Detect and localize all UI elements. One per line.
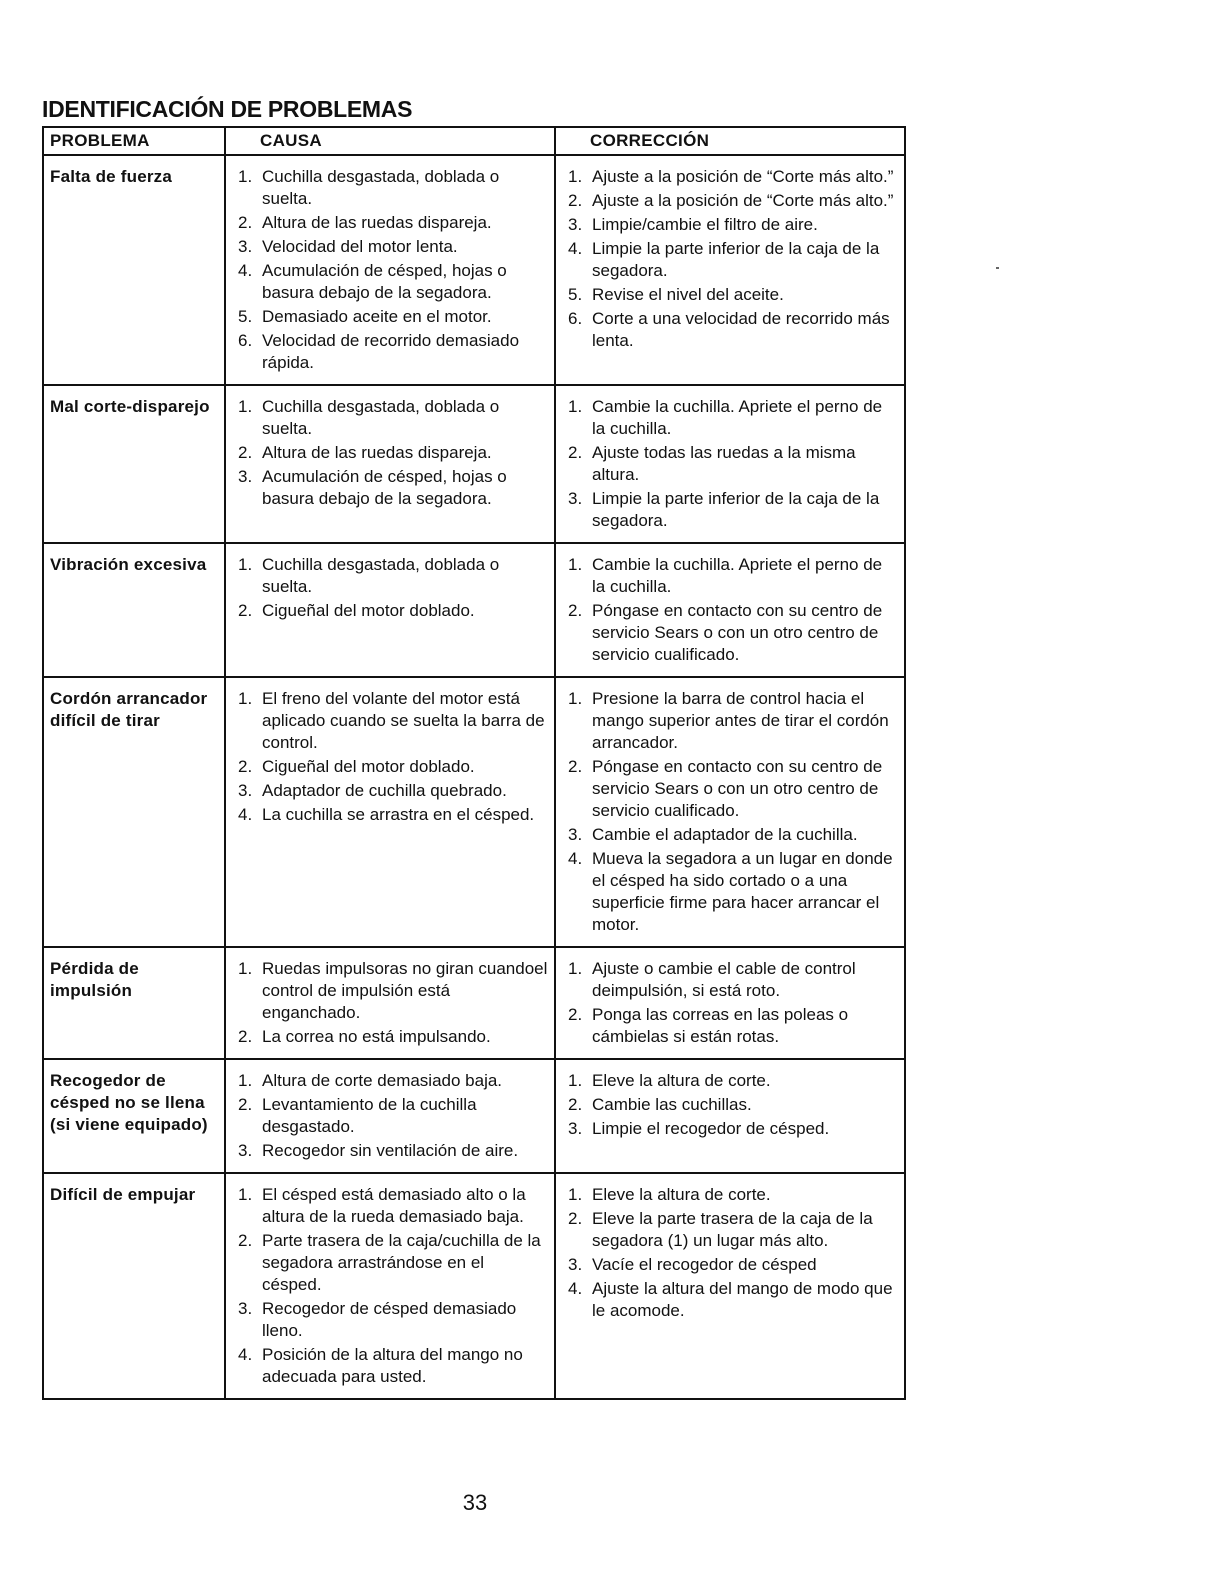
correction-item [562, 1118, 898, 1140]
cause-item-number: 3. [238, 1141, 253, 1160]
cause-item-number: 3. [238, 467, 253, 486]
correction-item [562, 1070, 898, 1092]
cause-item [232, 1184, 548, 1228]
correction-item-text: Ajuste a la posición de “Corte más alto.” [592, 167, 894, 186]
correction-item [562, 554, 898, 598]
cause-item-number: 2. [238, 1027, 253, 1046]
cause-item [232, 554, 548, 598]
correction-item-number: 6. [568, 309, 583, 328]
cause-item-text: Cuchilla desgastada, doblada o suelta. [262, 167, 500, 208]
correction-item [562, 958, 898, 1002]
cause-item-text: El freno del volante del motor está aplicado cuando se suelta la barra de control. [262, 689, 545, 752]
cause-item-text: Cigueñal del motor doblado. [262, 757, 475, 776]
table-row [43, 947, 905, 1059]
table-row [43, 155, 905, 385]
cause-item [232, 688, 548, 754]
cause-item-text: Recogedor sin ventilación de aire. [262, 1141, 519, 1160]
cause-item-number: 4. [238, 805, 253, 824]
cause-item [232, 780, 548, 802]
cause-item [232, 1298, 548, 1342]
problem-cell: Falta de fuerza [43, 155, 225, 385]
cause-list [232, 688, 548, 826]
correction-item [562, 848, 898, 936]
correction-cell [555, 1059, 905, 1173]
correction-item-number: 1. [568, 689, 583, 708]
cause-item [232, 1344, 548, 1388]
table-row [43, 385, 905, 543]
table-row [43, 543, 905, 677]
cause-item-text: Ruedas impulsoras no giran cuandoel control de impulsión está enganchado. [262, 959, 548, 1022]
correction-item-number: 2. [568, 1005, 583, 1024]
cause-item-text: Recogedor de césped demasiado lleno. [262, 1299, 517, 1340]
cause-item [232, 212, 548, 234]
correction-item-number: 1. [568, 1185, 583, 1204]
cause-item-text: Adaptador de cuchilla quebrado. [262, 781, 507, 800]
cause-list [232, 554, 548, 622]
correction-item [562, 688, 898, 754]
correction-list [562, 688, 898, 936]
cause-item-text: El césped está demasiado alto o la altura de la rueda demasiado baja. [262, 1185, 526, 1226]
table-row [43, 1173, 905, 1399]
correction-item-number: 2. [568, 1095, 583, 1114]
correction-list [562, 166, 898, 352]
correction-item [562, 1004, 898, 1048]
troubleshooting-table [42, 126, 906, 1400]
cause-item-text: Velocidad de recorrido demasiado rápida. [262, 331, 520, 372]
correction-item-text: Presione la barra de control hacia el mango superior antes de tirar el cordón arrancador. [592, 689, 889, 752]
cause-item [232, 442, 548, 464]
correction-item-text: Cambie las cuchillas. [592, 1095, 752, 1114]
cause-item [232, 1230, 548, 1296]
cause-item-text: Acumulación de césped, hojas o basura debajo de la segadora. [262, 467, 507, 508]
cause-item-number: 3. [238, 781, 253, 800]
cause-item [232, 466, 548, 510]
correction-item-number: 1. [568, 555, 583, 574]
cause-item [232, 236, 548, 258]
correction-cell [555, 155, 905, 385]
correction-item-text: Eleve la altura de corte. [592, 1071, 771, 1090]
correction-item-text: Vacíe el recogedor de césped [592, 1255, 817, 1274]
correction-item [562, 284, 898, 306]
cause-item [232, 1094, 548, 1138]
table-row [43, 677, 905, 947]
correction-cell [555, 1173, 905, 1399]
cause-item [232, 396, 548, 440]
correction-item-text: Corte a una velocidad de recorrido más lenta. [592, 309, 890, 350]
cause-list [232, 166, 548, 374]
correction-item-number: 2. [568, 1209, 583, 1228]
correction-item-text: Ajuste la altura del mango de modo que le acomode. [592, 1279, 893, 1320]
correction-item-text: Limpie la parte inferior de la caja de la segadora. [592, 239, 880, 280]
cause-item [232, 1026, 548, 1048]
correction-list [562, 554, 898, 666]
cause-item [232, 260, 548, 304]
correction-item [562, 396, 898, 440]
header-cause: CAUSA [225, 127, 555, 155]
correction-item-text: Ajuste todas las ruedas a la misma altura. [592, 443, 856, 484]
cause-item-number: 2. [238, 1231, 253, 1250]
correction-item-number: 3. [568, 825, 583, 844]
correction-item-number: 1. [568, 397, 583, 416]
cause-cell [225, 155, 555, 385]
correction-item-text: Ponga las correas en las poleas o cámbielas si están rotas. [592, 1005, 849, 1046]
cause-item-number: 4. [238, 1345, 253, 1364]
cause-item-number: 2. [238, 601, 253, 620]
cause-item-text: Cuchilla desgastada, doblada o suelta. [262, 397, 500, 438]
cause-list [232, 396, 548, 510]
cause-item-number: 1. [238, 1071, 253, 1090]
correction-list [562, 1184, 898, 1322]
table-body [43, 155, 905, 1399]
correction-item-number: 4. [568, 1279, 583, 1298]
correction-item-text: Póngase en contacto con su centro de servicio Sears o con un otro centro de servicio cualificado. [592, 757, 883, 820]
scan-speck [996, 267, 999, 269]
header-problem: PROBLEMA [43, 127, 225, 155]
correction-item-text: Cambie la cuchilla. Apriete el perno de la cuchilla. [592, 555, 883, 596]
cause-item-number: 5. [238, 307, 253, 326]
correction-item-text: Revise el nivel del aceite. [592, 285, 784, 304]
page-number: 33 [462, 1490, 488, 1515]
cause-cell [225, 543, 555, 677]
correction-item [562, 824, 898, 846]
cause-item-number: 3. [238, 237, 253, 256]
cause-item-text: Posición de la altura del mango no adecuada para usted. [262, 1345, 523, 1386]
cause-item-number: 1. [238, 555, 253, 574]
correction-item-text: Mueva la segadora a un lugar en donde el césped ha sido cortado o a una superficie firme para hacer arrancar el motor. [592, 849, 893, 934]
cause-item-text: Levantamiento de la cuchilla desgastado. [262, 1095, 477, 1136]
cause-cell [225, 947, 555, 1059]
problem-cell: Pérdida de impulsión [43, 947, 225, 1059]
cause-item-text: Velocidad del motor lenta. [262, 237, 458, 256]
correction-item-number: 1. [568, 959, 583, 978]
cause-cell [225, 677, 555, 947]
cause-item [232, 756, 548, 778]
correction-item-number: 3. [568, 215, 583, 234]
correction-item-number: 1. [568, 167, 583, 186]
correction-item [562, 308, 898, 352]
cause-item-number: 3. [238, 1299, 253, 1318]
correction-item-text: Eleve la altura de corte. [592, 1185, 771, 1204]
cause-item-number: 1. [238, 167, 253, 186]
correction-item-text: Limpie/cambie el filtro de aire. [592, 215, 818, 234]
correction-item [562, 1278, 898, 1322]
correction-item-number: 2. [568, 443, 583, 462]
correction-item [562, 214, 898, 236]
correction-item-number: 5. [568, 285, 583, 304]
correction-item-text: Limpie la parte inferior de la caja de la segadora. [592, 489, 880, 530]
cause-item [232, 1070, 548, 1092]
correction-item-text: Limpie el recogedor de césped. [592, 1119, 830, 1138]
cause-item-number: 1. [238, 1185, 253, 1204]
cause-item [232, 166, 548, 210]
correction-item-text: Eleve la parte trasera de la caja de la segadora (1) un lugar más alto. [592, 1209, 873, 1250]
correction-item-text: Ajuste a la posición de “Corte más alto.” [592, 191, 894, 210]
correction-cell [555, 677, 905, 947]
correction-cell [555, 947, 905, 1059]
correction-item-number: 4. [568, 239, 583, 258]
correction-item-number: 2. [568, 601, 583, 620]
problem-cell: Cordón arrancador difícil de tirar [43, 677, 225, 947]
problem-cell: Vibración excesiva [43, 543, 225, 677]
cause-cell [225, 1173, 555, 1399]
cause-item-text: Acumulación de césped, hojas o basura debajo de la segadora. [262, 261, 507, 302]
problem-cell: Mal corte-disparejo [43, 385, 225, 543]
cause-item-text: La correa no está impulsando. [262, 1027, 491, 1046]
cause-item-number: 2. [238, 443, 253, 462]
cause-item-number: 1. [238, 689, 253, 708]
cause-item-number: 2. [238, 213, 253, 232]
cause-item-number: 4. [238, 261, 253, 280]
correction-list [562, 1070, 898, 1140]
correction-item [562, 1094, 898, 1116]
page-title: IDENTIFICACIÓN DE PROBLEMAS [42, 96, 413, 122]
correction-item-number: 2. [568, 757, 583, 776]
cause-item-text: La cuchilla se arrastra en el césped. [262, 805, 535, 824]
correction-item [562, 1208, 898, 1252]
correction-item-text: Cambie el adaptador de la cuchilla. [592, 825, 858, 844]
cause-cell [225, 1059, 555, 1173]
correction-item [562, 238, 898, 282]
correction-item [562, 600, 898, 666]
correction-cell [555, 385, 905, 543]
cause-cell [225, 385, 555, 543]
table-row [43, 1059, 905, 1173]
cause-item-text: Demasiado aceite en el motor. [262, 307, 492, 326]
cause-item [232, 600, 548, 622]
cause-item-number: 1. [238, 397, 253, 416]
correction-item-text: Cambie la cuchilla. Apriete el perno de la cuchilla. [592, 397, 883, 438]
cause-item-text: Altura de las ruedas dispareja. [262, 213, 492, 232]
correction-list [562, 958, 898, 1048]
correction-item-number: 2. [568, 191, 583, 210]
correction-item-number: 3. [568, 1119, 583, 1138]
cause-item [232, 1140, 548, 1162]
cause-item [232, 330, 548, 374]
correction-item [562, 756, 898, 822]
cause-item-number: 1. [238, 959, 253, 978]
cause-list [232, 1184, 548, 1388]
cause-item-text: Altura de las ruedas dispareja. [262, 443, 492, 462]
correction-item-number: 4. [568, 849, 583, 868]
correction-item-text: Póngase en contacto con su centro de servicio Sears o con un otro centro de servicio cualificado. [592, 601, 883, 664]
cause-item-text: Altura de corte demasiado baja. [262, 1071, 503, 1090]
table-header-row [43, 127, 905, 155]
correction-item [562, 1254, 898, 1276]
correction-item [562, 166, 898, 188]
cause-item [232, 306, 548, 328]
correction-item [562, 488, 898, 532]
cause-item [232, 958, 548, 1024]
cause-item-text: Cigueñal del motor doblado. [262, 601, 475, 620]
correction-item-text: Ajuste o cambie el cable de control deimpulsión, si está roto. [592, 959, 856, 1000]
cause-item-text: Parte trasera de la caja/cuchilla de la segadora arrastrándose en el césped. [262, 1231, 541, 1294]
cause-list [232, 958, 548, 1048]
cause-item-number: 2. [238, 757, 253, 776]
correction-item-number: 3. [568, 1255, 583, 1274]
correction-cell [555, 543, 905, 677]
cause-item-number: 6. [238, 331, 253, 350]
cause-item [232, 804, 548, 826]
correction-item [562, 442, 898, 486]
problem-cell: Difícil de empujar [43, 1173, 225, 1399]
problem-cell: Recogedor de césped no se llena (si viene equipado) [43, 1059, 225, 1173]
correction-list [562, 396, 898, 532]
correction-item [562, 190, 898, 212]
cause-list [232, 1070, 548, 1162]
cause-item-number: 2. [238, 1095, 253, 1114]
correction-item [562, 1184, 898, 1206]
correction-item-number: 3. [568, 489, 583, 508]
header-correction: CORRECCIÓN [555, 127, 905, 155]
cause-item-text: Cuchilla desgastada, doblada o suelta. [262, 555, 500, 596]
correction-item-number: 1. [568, 1071, 583, 1090]
